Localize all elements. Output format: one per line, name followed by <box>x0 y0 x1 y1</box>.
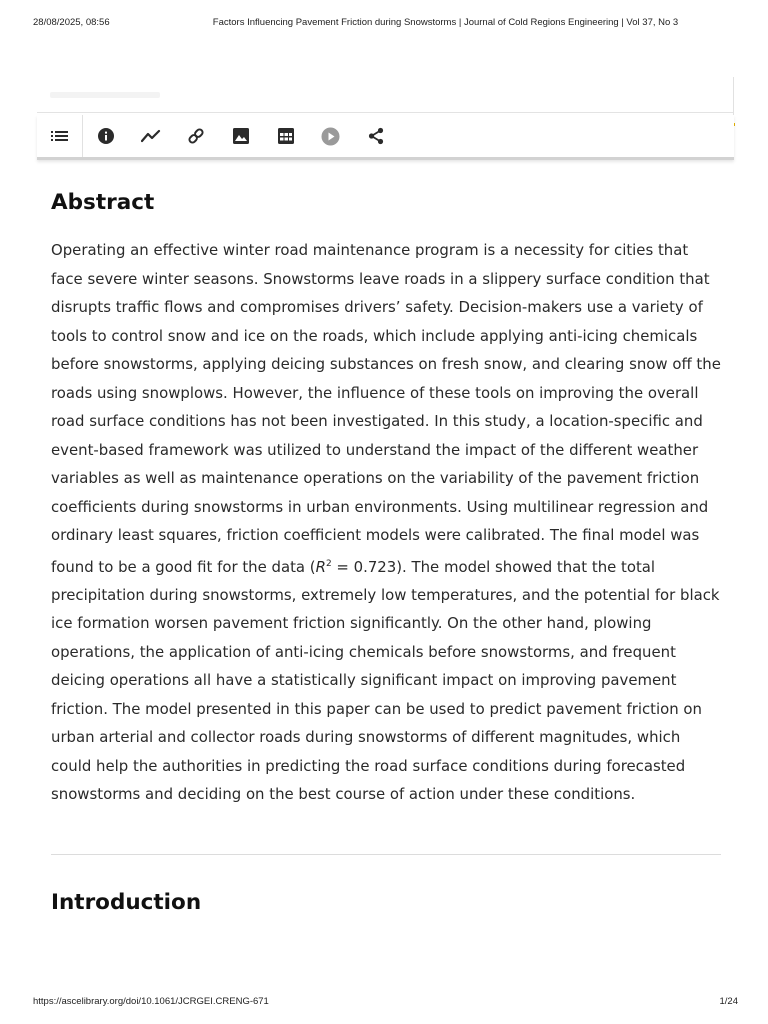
abstract-paragraph[interactable] <box>51 236 721 809</box>
link-icon <box>187 127 205 145</box>
article-toolbar <box>37 115 734 160</box>
toolbar-references-button[interactable] <box>173 115 218 157</box>
print-document-title: Factors Influencing Pavement Friction during Snowstorms | Journal of Cold Regions Engineering | Vol 37, No 3 <box>212 17 679 28</box>
abstract-body <box>51 236 721 809</box>
section-divider <box>51 854 721 855</box>
toolbar-media-button[interactable] <box>308 115 353 157</box>
print-footer <box>33 996 738 1007</box>
toolbar-share-button[interactable] <box>353 115 398 157</box>
play-icon <box>321 127 340 146</box>
r-squared-symbol: R <box>315 557 326 576</box>
faded-header-text <box>50 92 160 98</box>
print-page-number: 1/24 <box>719 996 738 1007</box>
abstract-text-part-2: = 0.723). The model showed that the total precipitation during snowstorms, extremely low temperatures, and the potential for black ice formation worsen pavement friction significantly. On the other hand, plowing operations, the application of anti-icing chemicals before snowstorms, and frequent deicing operations all have a statistically significant impact on improving pavement friction. The model presented in this paper can be used to predict pavement friction on urban arterial and collector roads during snowstorms of different magnitudes, which could help the authorities in predicting the road surface conditions during forecasted snowstorms and deciding on the best course of action under these conditions. <box>51 557 720 804</box>
print-url: https://ascelibrary.org/doi/10.1061/JCRGEI.CRENG-671 <box>33 996 269 1007</box>
table-icon <box>277 127 295 145</box>
image-icon <box>232 127 250 145</box>
trending-icon <box>141 129 161 143</box>
toolbar-tables-button[interactable] <box>263 115 308 157</box>
print-header <box>33 17 698 28</box>
toolbar-metrics-button[interactable] <box>128 115 173 157</box>
abstract-heading: Abstract <box>51 190 155 215</box>
toolbar-info-button[interactable] <box>83 115 128 157</box>
toolbar-figures-button[interactable] <box>218 115 263 157</box>
r-squared-superscript: 2 <box>325 558 332 569</box>
toolbar-contents-button[interactable] <box>37 115 83 157</box>
abstract-text-part-1: Operating an effective winter road maintenance program is a necessity for cities that face severe winter seasons. Snowstorms leave roads in a slippery surface condition that disrupts traffic flows and compromises drivers’ safety. Decision-makers use a variety of tools to control snow and ice on the roads, which include applying anti-icing chemicals before snowstorms, applying deicing substances on fresh snow, and clearing snow off the roads using snowplows. However, the influence of these tools on improving the overall road surface conditions has not been investigated. In this study, a location-specific and event-based framework was utilized to understand the impact of the different weather variables as well as maintenance operations on the variability of the pavement friction coefficients during snowstorms in urban environments. Using multilinear regression and ordinary least squares, friction coefficient models were calibrated. The final model was found to be a good fit for the data ( <box>51 241 721 576</box>
page-right-edge <box>733 77 734 115</box>
print-datetime: 28/08/2025, 08:56 <box>33 17 110 28</box>
list-icon <box>51 129 69 143</box>
introduction-heading: Introduction <box>51 890 202 915</box>
info-icon <box>97 127 115 145</box>
toolbar-top-border <box>37 112 734 113</box>
share-icon <box>367 127 385 145</box>
